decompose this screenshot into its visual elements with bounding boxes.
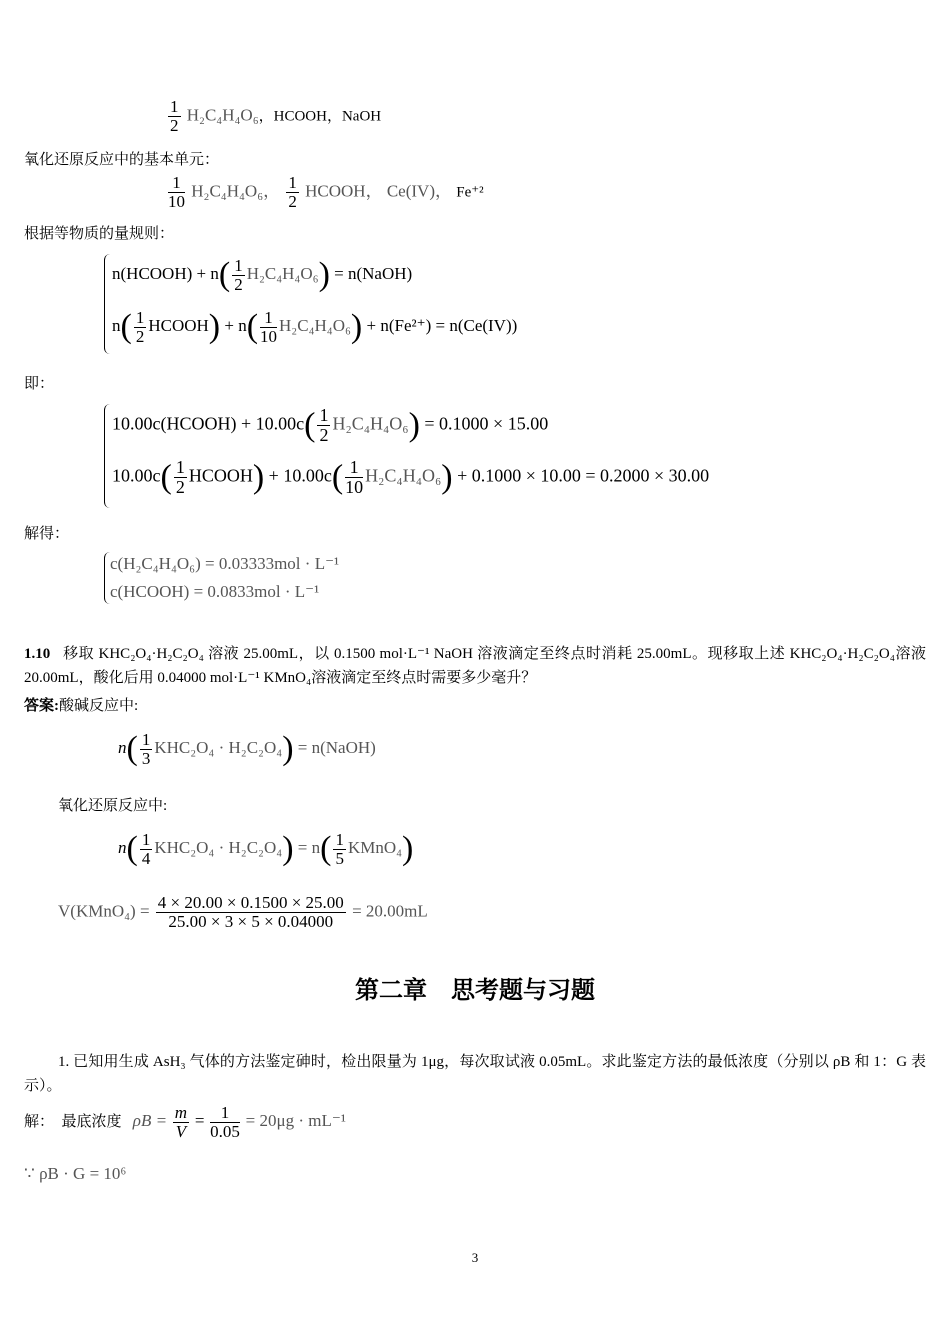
- equation-5: n( $\frac{1}{4}$ KHC₂O₄ · H₂C₂O₄) = n( $\frac{1}{5}$ KMnO₄): [118, 829, 414, 868]
- equation-2b: 10.00c( $\frac{1}{2}$ HCOOH) + 10.00c( $\frac{1}{10}$ H₂C₄H₄O₆) + 0.1000 × 10.00 = 0.2000 × 30.00: [112, 457, 710, 497]
- equation-6: V(KMnO₄) = $\frac{4 \times 20.00 \times 0.1500 \times 25.00}{25.00 \times 3 \times 5 \times 0.04000}$ = 20.00mL: [58, 893, 428, 931]
- question-1-10: 1.10 移取 KHC₂O₄·H₂C₂O₄ 溶液 25.00mL，以 0.1500 mol·L⁻¹ NaOH 溶液滴定至终点时消耗 25.00mL。现移取上述 KHC₂O₄·H₂C₂O₄溶液 20.00mL，酸化后用 0.04000 mol·L⁻¹ KMnO₄溶液滴定至终点时需要多少毫升？: [24, 646, 927, 686]
- equation-4: n( $\frac{1}{3}$ KHC₂O₄ · H₂C₂O₄) = n(NaOH): [118, 729, 376, 768]
- chapter-title: 第二章 思考题与习题: [355, 976, 595, 1004]
- equation-2a: 10.00c(HCOOH) + 10.00c( $\frac{1}{2}$ H₂C₄H₄O₆) = 0.1000 × 15.00: [112, 405, 549, 445]
- redox-units-label: 氧化还原反应中的基本单元：: [24, 152, 220, 168]
- question-1: 1. 已知用生成 AsH₃ 气体的方法鉴定砷时，检出限量为 1μg，每次取试液 0.05mL。求此鉴定方法的最低浓度（分别以 ρB 和 1：G 表示）。: [24, 1054, 926, 1094]
- fraction: $\frac{1}{2}$: [170, 97, 179, 135]
- result-c-hcooh: c(HCOOH) = 0.0833mol · L⁻¹: [110, 582, 320, 601]
- solve-label: 解得：: [24, 526, 70, 542]
- redox-units-formula: $\frac{1}{10}$ H₂C₄H₄O₆， $\frac{1}{2}$ HCOOH， Ce(IV)， Fe⁺²: [168, 173, 484, 211]
- redox-label-2: 氧化还原反应中:: [58, 798, 168, 814]
- answer-line: 答案:酸碱反应中:: [24, 698, 139, 714]
- page-number: 3: [471, 1250, 479, 1265]
- ji-label: 即：: [24, 376, 55, 392]
- system-brace: [104, 404, 111, 508]
- system-brace: [104, 254, 111, 354]
- because-line: ∵ ρB · G = 10⁶: [24, 1164, 127, 1183]
- rule-label: 根据等物质的量规则：: [24, 226, 175, 242]
- solution-line: 解： 最底浓度 ρB = $\frac{m}{V}$ = $\frac{1}{0.05}$ = 20μg · mL⁻¹: [24, 1103, 346, 1141]
- formula-line-basic-units: $\frac{1}{2}$ H₂C₄H₄O₆，HCOOH，NaOH: [170, 97, 382, 135]
- equation-1b: n( $\frac{1}{2}$ HCOOH) + n( $\frac{1}{10}$ H₂C₄H₄O₆) + n(Fe²⁺) = n(Ce(IV)): [112, 307, 518, 346]
- equation-1a: n(HCOOH) + n( $\frac{1}{2}$ H₂C₄H₄O₆) = n(NaOH): [112, 255, 413, 294]
- result-c-h2c4h4o6: c(H₂C₄H₄O₆) = 0.03333mol · L⁻¹: [110, 554, 340, 573]
